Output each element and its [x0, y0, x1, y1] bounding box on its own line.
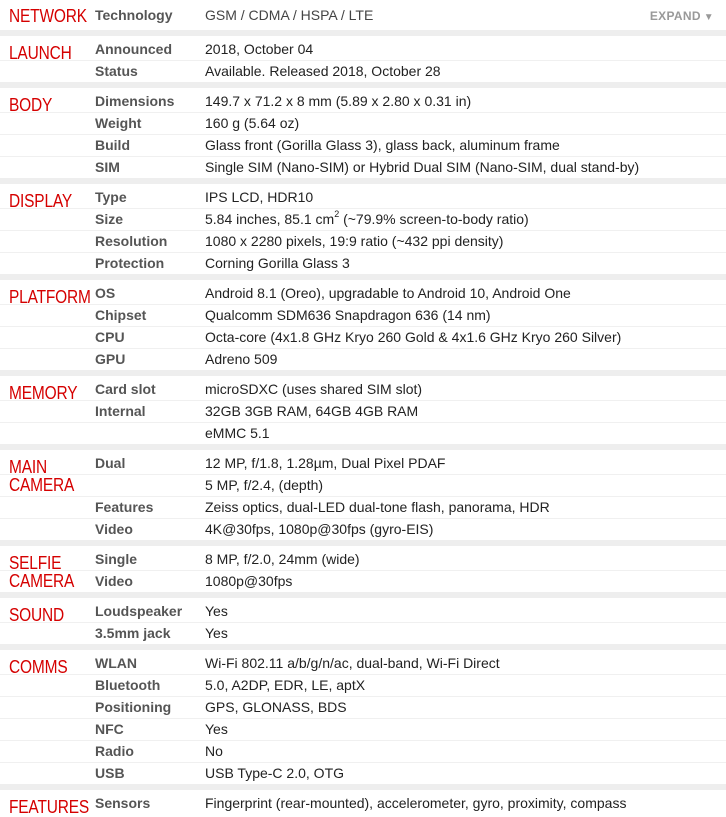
spec-value: Yes [205, 721, 228, 737]
spec-label[interactable]: 3.5mm jack [95, 625, 171, 641]
spec-value: IPS LCD, HDR10 [205, 189, 314, 205]
spec-value: Available. Released 2018, October 28 [205, 63, 441, 79]
spec-value-text: 5.84 inches, 85.1 cm [205, 211, 335, 227]
section-sound [0, 598, 726, 650]
spec-value: Yes [205, 603, 228, 619]
section-features [0, 790, 726, 817]
expand-button[interactable] [650, 9, 714, 23]
spec-label[interactable]: Weight [95, 115, 142, 131]
spec-value: Adreno 509 [205, 351, 278, 367]
spec-row [0, 60, 726, 82]
spec-label[interactable]: Bluetooth [95, 677, 161, 693]
spec-label[interactable]: Announced [95, 41, 172, 57]
spec-label[interactable]: Type [95, 189, 127, 205]
spec-value: No [205, 743, 223, 759]
section-title-main-camera[interactable]: MAIN CAMERA [9, 457, 75, 495]
spec-value: Yes [205, 625, 228, 641]
spec-label[interactable]: NFC [95, 721, 124, 737]
spec-label[interactable]: Video [95, 521, 133, 537]
spec-row [0, 88, 726, 115]
spec-value: Android 8.1 (Oreo), upgradable to Android 10, Android One [205, 285, 571, 301]
spec-value: 5.0, A2DP, EDR, LE, aptX [205, 677, 366, 693]
section-platform [0, 280, 726, 376]
spec-value: 32GB 3GB RAM, 64GB 4GB RAM [205, 403, 419, 419]
spec-value: Zeiss optics, dual-LED dual-tone flash, panorama, HDR [205, 499, 550, 515]
spec-row [0, 400, 726, 422]
spec-label[interactable]: Build [95, 137, 130, 153]
section-launch [0, 36, 726, 88]
spec-row [0, 718, 726, 740]
spec-label [95, 423, 200, 444]
spec-label [95, 475, 200, 496]
spec-row [0, 252, 726, 274]
spec-row [0, 570, 726, 592]
spec-label[interactable]: CPU [95, 329, 125, 345]
spec-label[interactable]: Status [95, 63, 138, 79]
spec-row [0, 230, 726, 252]
spec-row [0, 304, 726, 326]
spec-row [0, 790, 726, 817]
section-title-platform[interactable]: PLATFORM [9, 287, 91, 307]
spec-label[interactable]: USB [95, 765, 125, 781]
spec-row [0, 134, 726, 156]
spec-row [0, 36, 726, 63]
spec-row [0, 184, 726, 211]
spec-label[interactable]: Size [95, 211, 124, 227]
section-memory [0, 376, 726, 450]
spec-label[interactable]: OS [95, 285, 116, 301]
spec-value-text: (~79.9% screen-to-body ratio) [339, 211, 529, 227]
spec-value: 1080p@30fps [205, 573, 293, 589]
spec-value: 149.7 x 71.2 x 8 mm (5.89 x 2.80 x 0.31 in) [205, 93, 472, 109]
spec-row [0, 496, 726, 518]
spec-row [0, 598, 726, 625]
spec-label[interactable]: Video [95, 573, 133, 589]
spec-value: GPS, GLONASS, BDS [205, 699, 347, 715]
spec-value: eMMC 5.1 [205, 425, 270, 441]
spec-row [0, 208, 726, 230]
expand-label: EXPAND [649, 9, 701, 23]
spec-row [0, 474, 726, 496]
spec-value: 12 MP, f/1.8, 1.28µm, Dual Pixel PDAF [205, 455, 446, 471]
spec-row [0, 650, 726, 677]
spec-value: 160 g (5.64 oz) [205, 115, 300, 131]
spec-row [0, 696, 726, 718]
spec-row [0, 740, 726, 762]
section-title-network[interactable]: NETWORK [9, 6, 87, 26]
section-body [0, 88, 726, 184]
spec-label[interactable]: Technology [95, 7, 173, 23]
spec-label[interactable]: GPU [95, 351, 126, 367]
spec-row [0, 762, 726, 784]
spec-value: Glass front (Gorilla Glass 3), glass back, aluminum frame [205, 137, 560, 153]
spec-label[interactable]: Internal [95, 403, 146, 419]
section-network [0, 0, 726, 36]
spec-label[interactable]: Protection [95, 255, 165, 271]
spec-value: GSM / CDMA / HSPA / LTE [205, 7, 374, 23]
spec-value: Wi-Fi 802.11 a/b/g/n/ac, dual-band, Wi-Fi Direct [205, 655, 500, 671]
spec-row [0, 518, 726, 540]
spec-label[interactable]: SIM [95, 159, 120, 175]
spec-value: Single SIM (Nano-SIM) or Hybrid Dual SIM (Nano-SIM, dual stand-by) [205, 159, 640, 175]
spec-row [0, 422, 726, 444]
spec-label[interactable]: Features [95, 499, 154, 515]
spec-label[interactable]: Positioning [95, 699, 172, 715]
spec-label[interactable]: Card slot [95, 381, 156, 397]
spec-value: Fingerprint (rear-mounted), accelerometer, gyro, proximity, compass [205, 795, 627, 811]
spec-row [0, 326, 726, 348]
spec-row [0, 156, 726, 178]
section-display [0, 184, 726, 280]
spec-value: 4K@30fps, 1080p@30fps (gyro-EIS) [205, 521, 434, 537]
spec-value: Corning Gorilla Glass 3 [205, 255, 350, 271]
section-selfie-camera [0, 546, 726, 598]
spec-value: Qualcomm SDM636 Snapdragon 636 (14 nm) [205, 307, 491, 323]
section-title-sound[interactable]: SOUND [9, 605, 65, 625]
section-title-features[interactable]: FEATURES [9, 797, 90, 817]
chevron-down-icon: ▼ [703, 12, 714, 23]
spec-row [0, 112, 726, 134]
spec-label[interactable]: Sensors [95, 795, 151, 811]
spec-label[interactable]: Dimensions [95, 93, 175, 109]
section-title-body[interactable]: BODY [9, 95, 53, 115]
spec-row [0, 622, 726, 644]
spec-value: USB Type-C 2.0, OTG [205, 765, 345, 781]
section-comms [0, 650, 726, 790]
spec-label[interactable]: Chipset [95, 307, 147, 323]
spec-row [0, 0, 726, 30]
spec-label[interactable]: Single [95, 551, 138, 567]
section-main-camera [0, 450, 726, 546]
section-title-display[interactable]: DISPLAY [9, 191, 73, 211]
spec-label[interactable]: Resolution [95, 233, 168, 249]
spec-value: Octa-core (4x1.8 GHz Kryo 260 Gold & 4x1.6 GHz Kryo 260 Silver) [205, 329, 622, 345]
spec-row [0, 348, 726, 370]
spec-value: 8 MP, f/2.0, 24mm (wide) [205, 551, 360, 567]
superscript: 2 [334, 209, 340, 220]
spec-label[interactable]: Dual [95, 455, 126, 471]
spec-row [0, 546, 726, 570]
spec-value: 5 MP, f/2.4, (depth) [205, 477, 324, 493]
spec-value [205, 209, 722, 230]
spec-label[interactable]: Loudspeaker [95, 603, 183, 619]
section-title-launch[interactable]: LAUNCH [9, 43, 72, 63]
spec-label[interactable]: Radio [95, 743, 134, 759]
spec-row [0, 674, 726, 696]
section-title-memory[interactable]: MEMORY [9, 383, 78, 403]
section-title-comms[interactable]: COMMS [9, 657, 68, 677]
section-title-selfie-camera[interactable]: SELFIE CAMERA [9, 553, 75, 591]
spec-label[interactable]: WLAN [95, 655, 137, 671]
spec-value: microSDXC (uses shared SIM slot) [205, 381, 423, 397]
spec-row [0, 280, 726, 307]
spec-value: 2018, October 04 [205, 41, 314, 57]
spec-value: 1080 x 2280 pixels, 19:9 ratio (~432 ppi density) [205, 233, 504, 249]
spec-row [0, 450, 726, 474]
spec-row [0, 376, 726, 403]
